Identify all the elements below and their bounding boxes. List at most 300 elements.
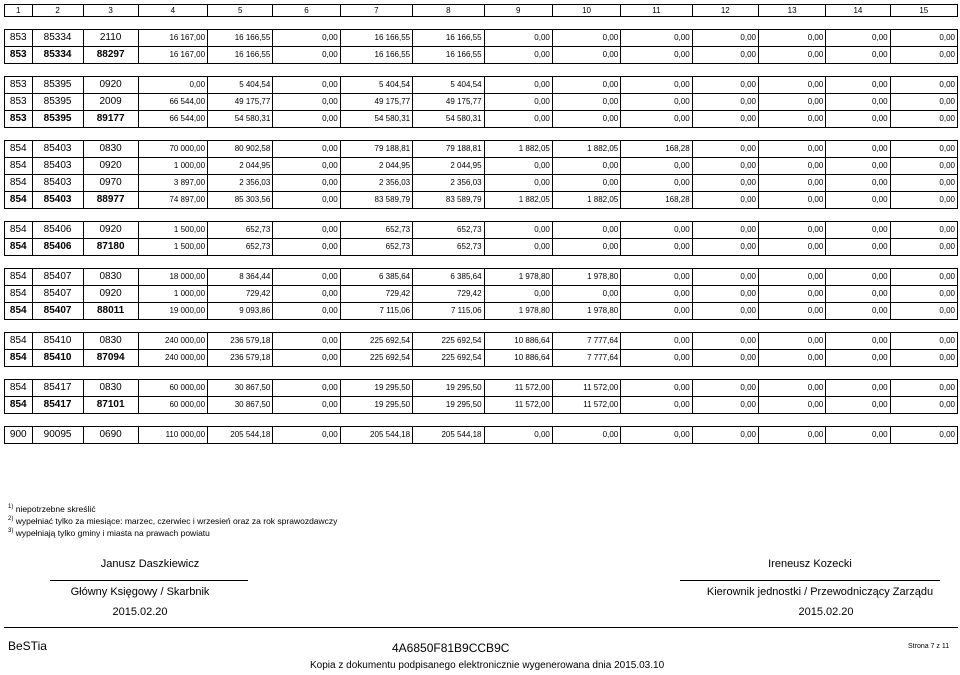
table-cell: 0,00: [621, 47, 692, 64]
table-cell: 854: [5, 175, 33, 192]
table-cell: 16 166,55: [208, 47, 273, 64]
table-cell: 79 188,81: [413, 141, 484, 158]
table-cell: 0,00: [692, 158, 758, 175]
column-number: 8: [413, 5, 484, 17]
table-cell: 7 115,06: [340, 303, 412, 320]
table-cell: 0,00: [692, 427, 758, 444]
table-cell: 0,00: [692, 192, 758, 209]
table-cell: 2009: [83, 94, 138, 111]
table-cell: 10 886,64: [484, 350, 552, 367]
table-cell: 0,00: [552, 158, 620, 175]
spacer-cell: [5, 414, 958, 427]
table-cell: 0,00: [826, 350, 890, 367]
table-cell: 1 500,00: [138, 222, 207, 239]
table-cell: 0,00: [826, 269, 890, 286]
table-cell: 66 544,00: [138, 111, 207, 128]
table-cell: 853: [5, 94, 33, 111]
table-cell: 0,00: [758, 269, 825, 286]
spacer-cell: [5, 209, 958, 222]
table-cell: 0830: [83, 269, 138, 286]
header-row: [5, 5, 958, 17]
table-cell: 88297: [83, 47, 138, 64]
table-cell: 6 385,64: [413, 269, 484, 286]
column-number: 15: [890, 5, 957, 17]
table-cell: 0,00: [890, 350, 957, 367]
table-cell: 19 295,50: [413, 397, 484, 414]
table-row: [5, 175, 958, 192]
table-cell: 88977: [83, 192, 138, 209]
table-cell: 85417: [32, 397, 83, 414]
table-cell: 0,00: [890, 269, 957, 286]
table-cell: 0,00: [273, 286, 340, 303]
table-cell: 83 589,79: [413, 192, 484, 209]
table-cell: 79 188,81: [340, 141, 412, 158]
spacer-cell: [5, 320, 958, 333]
table-cell: 0,00: [890, 77, 957, 94]
footer-app-name: BeSTia: [8, 639, 47, 653]
footnote-2: $^{2)}$ wypełniać tylko za miesiące: marzec, czerwiec i wrzesień oraz za rok sprawozdawczy: [8, 515, 338, 526]
table-cell: 0,00: [890, 222, 957, 239]
table-cell: 2 044,95: [208, 158, 273, 175]
table-cell: 0,00: [758, 94, 825, 111]
table-cell: 0970: [83, 175, 138, 192]
table-cell: 854: [5, 222, 33, 239]
table-cell: 60 000,00: [138, 397, 207, 414]
table-cell: 0,00: [826, 303, 890, 320]
table-cell: 80 902,58: [208, 141, 273, 158]
table-row: [5, 158, 958, 175]
table-cell: 0,00: [621, 303, 692, 320]
table-cell: 0,00: [758, 222, 825, 239]
table-cell: 60 000,00: [138, 380, 207, 397]
table-cell: 16 166,55: [340, 30, 412, 47]
table-cell: 652,73: [340, 239, 412, 256]
table-cell: 0,00: [826, 30, 890, 47]
table-cell: 0,00: [621, 77, 692, 94]
table-cell: 16 167,00: [138, 47, 207, 64]
table-cell: 0,00: [138, 77, 207, 94]
table-cell: 0,00: [273, 30, 340, 47]
table-cell: 0,00: [692, 30, 758, 47]
table-cell: 19 295,50: [340, 380, 412, 397]
table-cell: 225 692,54: [340, 350, 412, 367]
table-cell: 85403: [32, 175, 83, 192]
table-cell: 5 404,54: [208, 77, 273, 94]
table-cell: 854: [5, 303, 33, 320]
table-cell: 0,00: [552, 175, 620, 192]
table-cell: 0,00: [692, 111, 758, 128]
table-cell: 0,00: [692, 141, 758, 158]
table-cell: 5 404,54: [340, 77, 412, 94]
table-cell: 0,00: [273, 94, 340, 111]
table-cell: 1 000,00: [138, 286, 207, 303]
table-row: [5, 333, 958, 350]
table-cell: 0,00: [621, 30, 692, 47]
table-cell: 0,00: [273, 175, 340, 192]
table-cell: 2 356,03: [340, 175, 412, 192]
spacer-cell: [5, 367, 958, 380]
table-cell: 5 404,54: [413, 77, 484, 94]
table-cell: 0,00: [692, 175, 758, 192]
table-cell: 0,00: [552, 77, 620, 94]
table-cell: 0,00: [826, 239, 890, 256]
table-cell: 0,00: [826, 111, 890, 128]
column-number: 1: [5, 5, 33, 17]
table-cell: 19 000,00: [138, 303, 207, 320]
table-cell: 74 897,00: [138, 192, 207, 209]
group-spacer: [5, 320, 958, 333]
table-cell: 0,00: [273, 158, 340, 175]
table-cell: 19 295,50: [340, 397, 412, 414]
right-sign-date: 2015.02.20: [798, 606, 854, 618]
table-cell: 205 544,18: [208, 427, 273, 444]
group-spacer: [5, 128, 958, 141]
table-cell: 240 000,00: [138, 333, 207, 350]
column-number: 9: [484, 5, 552, 17]
table-cell: 0,00: [890, 333, 957, 350]
table-cell: 168,28: [621, 192, 692, 209]
table-cell: 19 295,50: [413, 380, 484, 397]
table-cell: 0,00: [890, 192, 957, 209]
table-cell: 0,00: [621, 239, 692, 256]
report-table: [4, 4, 958, 444]
table-cell: 0,00: [890, 427, 957, 444]
table-cell: 0,00: [484, 427, 552, 444]
table-cell: 0,00: [552, 94, 620, 111]
table-cell: 1 000,00: [138, 158, 207, 175]
table-cell: 1 500,00: [138, 239, 207, 256]
table-cell: 0,00: [826, 397, 890, 414]
table-cell: 89177: [83, 111, 138, 128]
table-cell: 0,00: [621, 333, 692, 350]
table-cell: 225 692,54: [340, 333, 412, 350]
table-cell: 0,00: [890, 397, 957, 414]
table-cell: 0,00: [273, 222, 340, 239]
table-cell: 0,00: [621, 175, 692, 192]
table-cell: 853: [5, 47, 33, 64]
table-cell: 0,00: [758, 239, 825, 256]
table-cell: 0,00: [692, 350, 758, 367]
table-cell: 87101: [83, 397, 138, 414]
table-cell: 0,00: [758, 380, 825, 397]
table-cell: 85395: [32, 111, 83, 128]
table-cell: 0,00: [552, 222, 620, 239]
right-signer-name: Ireneusz Kozecki: [768, 558, 852, 570]
table-cell: 11 572,00: [552, 380, 620, 397]
table-cell: 652,73: [208, 222, 273, 239]
table-cell: 205 544,18: [413, 427, 484, 444]
table-cell: 8 364,44: [208, 269, 273, 286]
table-cell: 0,00: [826, 175, 890, 192]
table-cell: 0,00: [692, 77, 758, 94]
table-cell: 16 166,55: [208, 30, 273, 47]
table-cell: 0,00: [890, 239, 957, 256]
table-cell: 652,73: [413, 239, 484, 256]
table-summary-row: [5, 111, 958, 128]
table-cell: 0,00: [484, 286, 552, 303]
table-cell: 54 580,31: [208, 111, 273, 128]
table-cell: 0,00: [484, 175, 552, 192]
column-number: 3: [83, 5, 138, 17]
table-cell: 652,73: [208, 239, 273, 256]
table-summary-row: [5, 303, 958, 320]
table-cell: 0,00: [826, 94, 890, 111]
table-cell: 9 093,86: [208, 303, 273, 320]
table-cell: 66 544,00: [138, 94, 207, 111]
table-cell: 854: [5, 286, 33, 303]
table-cell: 0,00: [758, 286, 825, 303]
table-cell: 0,00: [484, 94, 552, 111]
table-cell: 16 166,55: [340, 47, 412, 64]
table-cell: 0,00: [273, 333, 340, 350]
table-cell: 854: [5, 269, 33, 286]
table-cell: 85395: [32, 94, 83, 111]
table-row: [5, 222, 958, 239]
column-number: 13: [758, 5, 825, 17]
table-row: [5, 427, 958, 444]
table-summary-row: [5, 397, 958, 414]
group-spacer: [5, 17, 958, 30]
column-number: 11: [621, 5, 692, 17]
table-cell: 0,00: [758, 141, 825, 158]
table-cell: 85 303,56: [208, 192, 273, 209]
table-cell: 85334: [32, 47, 83, 64]
column-number: 7: [340, 5, 412, 17]
table-cell: 0,00: [826, 77, 890, 94]
table-cell: 7 777,64: [552, 333, 620, 350]
table-cell: 853: [5, 77, 33, 94]
table-cell: 0,00: [758, 303, 825, 320]
table-cell: 1 978,80: [484, 269, 552, 286]
table-cell: 0,00: [552, 286, 620, 303]
table-row: [5, 94, 958, 111]
column-number: 12: [692, 5, 758, 17]
table-cell: 0,00: [484, 111, 552, 128]
table-cell: 2 044,95: [413, 158, 484, 175]
table-cell: 0,00: [484, 158, 552, 175]
table-cell: 0,00: [621, 380, 692, 397]
table-cell: 0,00: [273, 111, 340, 128]
table-cell: 854: [5, 239, 33, 256]
table-cell: 0,00: [692, 303, 758, 320]
table-cell: 0920: [83, 158, 138, 175]
table-cell: 18 000,00: [138, 269, 207, 286]
table-cell: 0,00: [890, 303, 957, 320]
table-cell: 85406: [32, 222, 83, 239]
table-cell: 0,00: [621, 94, 692, 111]
table-cell: 0,00: [758, 397, 825, 414]
table-cell: 0,00: [692, 47, 758, 64]
table-cell: 0,00: [692, 222, 758, 239]
table-cell: 854: [5, 350, 33, 367]
table-cell: 0,00: [826, 380, 890, 397]
spacer-cell: [5, 128, 958, 141]
table-cell: 854: [5, 380, 33, 397]
table-cell: 0,00: [621, 286, 692, 303]
left-signature-line: [50, 580, 248, 581]
table-cell: 0830: [83, 380, 138, 397]
table-cell: 85406: [32, 239, 83, 256]
table-cell: 0,00: [273, 380, 340, 397]
table-cell: 0,00: [552, 239, 620, 256]
table-cell: 0,00: [692, 269, 758, 286]
left-signer-role: Główny Księgowy / Skarbnik: [70, 586, 210, 598]
table-cell: 0,00: [552, 47, 620, 64]
table-cell: 168,28: [621, 141, 692, 158]
table-cell: 0,00: [273, 77, 340, 94]
table-cell: 54 580,31: [413, 111, 484, 128]
table-cell: 0830: [83, 141, 138, 158]
table-cell: 0,00: [826, 192, 890, 209]
group-spacer: [5, 64, 958, 77]
column-number: 2: [32, 5, 83, 17]
table-cell: 85410: [32, 333, 83, 350]
table-cell: 854: [5, 141, 33, 158]
table-cell: 225 692,54: [413, 350, 484, 367]
table-cell: 0,00: [826, 427, 890, 444]
table-cell: 0690: [83, 427, 138, 444]
table-cell: 652,73: [413, 222, 484, 239]
table-cell: 1 978,80: [484, 303, 552, 320]
table-cell: 729,42: [340, 286, 412, 303]
table-cell: 54 580,31: [340, 111, 412, 128]
table-cell: 0,00: [273, 47, 340, 64]
table-cell: 10 886,64: [484, 333, 552, 350]
column-number: 10: [552, 5, 620, 17]
table-cell: 0,00: [692, 286, 758, 303]
footer-copy-note: Kopia z dokumentu podpisanego elektronicznie wygenerowana dnia 2015.03.10: [310, 660, 665, 671]
table-cell: 0,00: [890, 286, 957, 303]
table-cell: 2 356,03: [208, 175, 273, 192]
group-spacer: [5, 414, 958, 427]
table-cell: 0,00: [826, 333, 890, 350]
column-number: 4: [138, 5, 207, 17]
table-cell: 0,00: [890, 47, 957, 64]
column-number: 5: [208, 5, 273, 17]
table-cell: 0,00: [621, 269, 692, 286]
table-cell: 0,00: [826, 222, 890, 239]
table-row: [5, 286, 958, 303]
table-cell: 85407: [32, 286, 83, 303]
table-cell: 0,00: [826, 141, 890, 158]
table-cell: 87180: [83, 239, 138, 256]
table-cell: 0920: [83, 286, 138, 303]
table-summary-row: [5, 192, 958, 209]
table-cell: 0,00: [552, 30, 620, 47]
table-row: [5, 141, 958, 158]
table-cell: 85407: [32, 269, 83, 286]
table-cell: 0,00: [826, 47, 890, 64]
table-cell: 0,00: [273, 141, 340, 158]
table-cell: 49 175,77: [413, 94, 484, 111]
table-cell: 0,00: [552, 427, 620, 444]
table-cell: 205 544,18: [340, 427, 412, 444]
table-cell: 85417: [32, 380, 83, 397]
table-cell: 85403: [32, 141, 83, 158]
table-cell: 0,00: [758, 192, 825, 209]
table-cell: 2110: [83, 30, 138, 47]
table-cell: 0,00: [621, 350, 692, 367]
table-cell: 1 882,05: [484, 192, 552, 209]
table-cell: 1 882,05: [552, 141, 620, 158]
table-cell: 853: [5, 30, 33, 47]
footnote-3: $^{3)}$ wypełniają tylko gminy i miasta na prawach powiatu: [8, 527, 210, 538]
table-cell: 0,00: [273, 350, 340, 367]
table-cell: 652,73: [340, 222, 412, 239]
table-cell: 0,00: [692, 333, 758, 350]
table-row: [5, 30, 958, 47]
table-cell: 70 000,00: [138, 141, 207, 158]
table-cell: 0,00: [273, 269, 340, 286]
table-cell: 85407: [32, 303, 83, 320]
table-cell: 85334: [32, 30, 83, 47]
table-cell: 85403: [32, 192, 83, 209]
table-cell: 236 579,18: [208, 350, 273, 367]
table-summary-row: [5, 239, 958, 256]
table-cell: 0,00: [826, 286, 890, 303]
table-cell: 240 000,00: [138, 350, 207, 367]
table-cell: 2 356,03: [413, 175, 484, 192]
table-cell: 0,00: [484, 222, 552, 239]
table-cell: 85410: [32, 350, 83, 367]
footer-divider: [4, 627, 958, 628]
table-cell: 1 882,05: [552, 192, 620, 209]
column-number: 6: [273, 5, 340, 17]
group-spacer: [5, 367, 958, 380]
table-cell: 729,42: [413, 286, 484, 303]
table-cell: 49 175,77: [340, 94, 412, 111]
table-cell: 0,00: [621, 158, 692, 175]
footer-page-number: Strona 7 z 11: [908, 643, 950, 650]
table-cell: 854: [5, 158, 33, 175]
table-cell: 0,00: [826, 158, 890, 175]
spacer-cell: [5, 64, 958, 77]
table-cell: 854: [5, 192, 33, 209]
table-cell: 0,00: [692, 380, 758, 397]
table-cell: 0,00: [621, 111, 692, 128]
table-row: [5, 269, 958, 286]
table-cell: 16 166,55: [413, 47, 484, 64]
left-signer-name: Janusz Daszkiewicz: [100, 558, 200, 570]
table-cell: 0,00: [621, 427, 692, 444]
table-cell: 85403: [32, 158, 83, 175]
table-cell: 0,00: [890, 94, 957, 111]
table-cell: 0,00: [273, 427, 340, 444]
table-summary-row: [5, 47, 958, 64]
table-cell: 0,00: [758, 77, 825, 94]
table-cell: 0,00: [758, 175, 825, 192]
table-cell: 16 167,00: [138, 30, 207, 47]
table-summary-row: [5, 350, 958, 367]
table-cell: 900: [5, 427, 33, 444]
table-cell: 0,00: [621, 397, 692, 414]
table-cell: 30 867,50: [208, 380, 273, 397]
column-number: 14: [826, 5, 890, 17]
table-cell: 0920: [83, 77, 138, 94]
group-spacer: [5, 256, 958, 269]
table-cell: 49 175,77: [208, 94, 273, 111]
right-signature-line: [680, 580, 940, 581]
table-cell: 236 579,18: [208, 333, 273, 350]
table-cell: 0,00: [890, 111, 957, 128]
table-cell: 1 978,80: [552, 269, 620, 286]
table-cell: 11 572,00: [484, 380, 552, 397]
group-spacer: [5, 209, 958, 222]
table-cell: 0,00: [484, 239, 552, 256]
table-cell: 0,00: [890, 141, 957, 158]
table-cell: 1 882,05: [484, 141, 552, 158]
left-sign-date: 2015.02.20: [112, 606, 168, 618]
